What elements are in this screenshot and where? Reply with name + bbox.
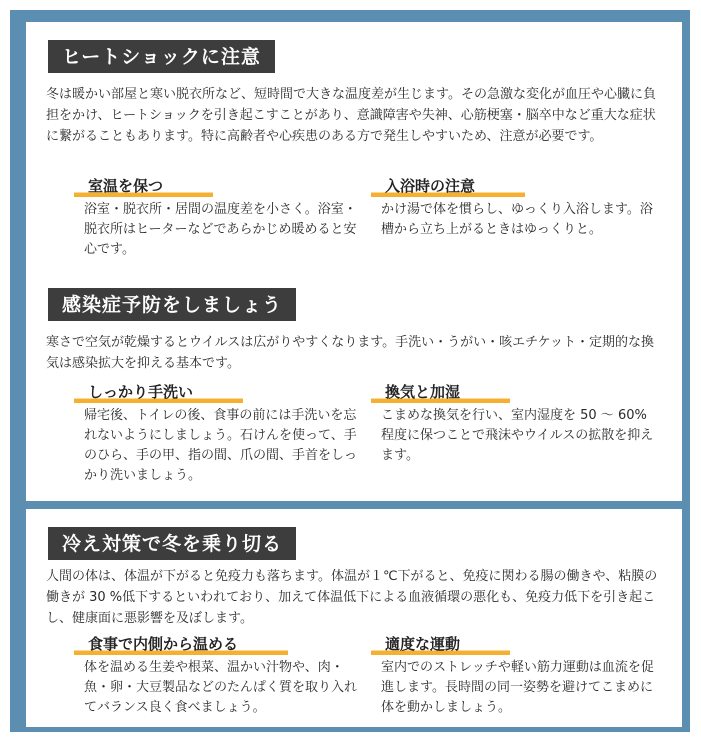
tip-warming-food (84, 634, 364, 718)
section-cold-measures (26, 509, 682, 727)
tip-body: 体を温める生姜や根菜、温かい汁物や、肉・魚・卵・大豆製品などのたんぱく質を取り入れてバランス良く食べましょう。 (84, 660, 358, 715)
tip-title: 適度な運動 (371, 634, 510, 655)
section-title: 感染症予防をしましょう (48, 288, 296, 321)
tip-room-temperature (84, 176, 364, 260)
tip-title: 食事で内側から温める (74, 634, 288, 655)
tip-body: こまめな換気を行い、室内湿度を 50 ～ 60% 程度に保つことで飛沫やウイルスの拡散を抑えます。 (381, 408, 654, 463)
tip-exercise (381, 634, 661, 718)
tip-bathing (381, 176, 661, 240)
tip-title: 入浴時の注意 (371, 176, 525, 197)
tip-hand-washing (84, 382, 364, 486)
section-intro: 冬は暖かい部屋と寒い脱衣所など、短時間で大きな温度差が生じます。その急激な変化が血圧や心臓に負担をかけ、ヒートショックを引き起こすことがあり、意識障害や失神、心筋梗塞・脳卒中など重大な症状に繋がることもあります。特に高齢者や心疾患のある方で発生しやすいため、注意が必要です。 (46, 87, 656, 144)
section-intro: 人間の体は、体温が下がると免疫力も落ちます。体温が１℃下がると、免疫に関わる腸の働きや、粘膜の働きが 30 %低下するといわれており、加えて体温低下による血液循環の悪化も、免疫力低下を引き起こし、健康面に悪影響を及ぼします。 (46, 569, 658, 626)
tip-body: 室内でのストレッチや軽い筋力運動は血流を促進します。長時間の同一姿勢を避けてこまめに体を動かしましょう。 (381, 660, 654, 715)
section-title: ヒートショックに注意 (48, 40, 275, 73)
tip-title: しっかり手洗い (74, 382, 243, 403)
tip-body: かけ湯で体を慣らし、ゆっくり入浴します。浴槽から立ち上がるときはゆっくりと。 (381, 202, 653, 237)
tip-title: 室温を保つ (74, 176, 213, 197)
tip-body: 帰宅後、トイレの後、食事の前には手洗いを忘れないようにしましょう。石けんを使って、手のひら、手の甲、指の間、爪の間、手首をしっかり洗いましょう。 (84, 408, 358, 483)
tip-title: 換気と加湿 (371, 382, 510, 403)
tip-ventilation (381, 382, 661, 466)
section-infection-prevention (26, 270, 682, 501)
section-title: 冷え対策で冬を乗り切る (48, 527, 296, 560)
section-heat-shock (26, 22, 682, 270)
section-intro: 寒さで空気が乾燥するとウイルスは広がりやすくなります。手洗い・うがい・咳エチケット・定期的な換気は感染拡大を抑える基本です。 (46, 335, 655, 371)
tip-body: 浴室・脱衣所・居間の温度差を小さく。浴室・脱衣所はヒーターなどであらかじめ暖めると安心です。 (84, 202, 357, 257)
page-frame (10, 10, 690, 732)
